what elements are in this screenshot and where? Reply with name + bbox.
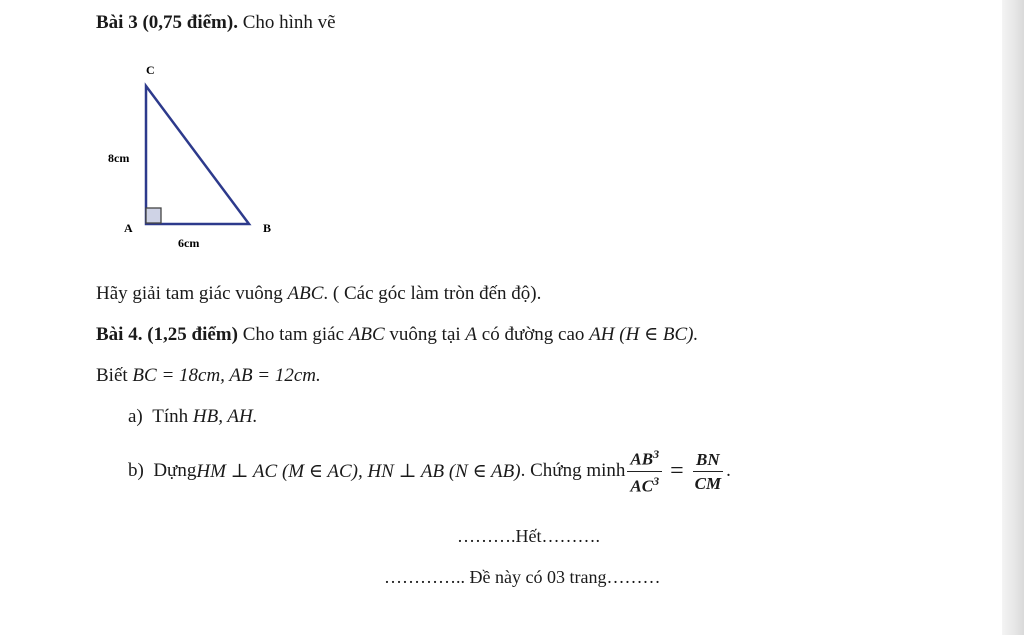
frac1-den: AC bbox=[630, 476, 654, 496]
label-a: A bbox=[124, 221, 133, 235]
bai4-line1 bbox=[96, 323, 698, 346]
frac1-den-power: 3 bbox=[653, 473, 660, 488]
right-edge-shadow bbox=[1002, 0, 1024, 635]
bai4-title-bold: Bài 4. (1,25 điểm) bbox=[96, 324, 238, 345]
label-b: B bbox=[263, 221, 272, 235]
bai3-question bbox=[96, 283, 541, 305]
triangle-abc bbox=[146, 86, 249, 224]
right-angle-marker bbox=[146, 208, 161, 223]
part-b bbox=[128, 448, 731, 494]
part-a-text: Tính bbox=[152, 406, 193, 427]
side-ac-label: 8cm bbox=[108, 151, 130, 165]
bai4-text-a: Cho tam giác bbox=[237, 324, 349, 345]
equals-sign: = bbox=[670, 457, 684, 484]
frac2-den: CM bbox=[694, 473, 722, 493]
bai4-line2-math: BC = 18cm, AB = 12cm. bbox=[132, 365, 321, 386]
bai3-question-post: . ( Các góc làm tròn đến độ). bbox=[323, 283, 542, 304]
fraction-ab-ac bbox=[627, 448, 662, 494]
bai4-math-a: A bbox=[465, 324, 478, 345]
pages-line: ………….. Đề này có 03 trang……… bbox=[384, 567, 661, 587]
bai4-text-b: vuông tại bbox=[384, 324, 466, 345]
frac1-num-power: 3 bbox=[653, 447, 660, 461]
het-line: ……….Hết………. bbox=[457, 526, 600, 546]
part-b-text2: . Chứng minh bbox=[520, 460, 626, 482]
end-dot: . bbox=[726, 460, 731, 482]
part-a-label: a) bbox=[128, 406, 143, 427]
bai4-line2-text: Biết bbox=[96, 365, 133, 386]
label-c: C bbox=[146, 63, 155, 77]
part-a-math: HB, AH. bbox=[192, 406, 258, 427]
bai3-title-rest: Cho hình vẽ bbox=[237, 12, 336, 33]
part-b-math: HM ⊥ AC (M ∈ AC), HN ⊥ AB (N ∈ AB) bbox=[196, 460, 521, 482]
bai3-question-pre: Hãy giải tam giác vuông bbox=[96, 283, 288, 304]
bai3-title-bold: Bài 3 (0,75 điểm). bbox=[96, 12, 238, 33]
part-b-label: b) bbox=[128, 460, 144, 482]
frac1-num: AB bbox=[630, 449, 654, 469]
part-b-text: Dựng bbox=[153, 460, 197, 482]
bai4-text-c: có đường cao bbox=[477, 324, 590, 345]
bai4-math-ah: AH (H ∈ BC). bbox=[589, 324, 699, 345]
bai4-math-abc: ABC bbox=[348, 324, 385, 345]
side-ab-label: 6cm bbox=[178, 236, 200, 250]
part-a bbox=[128, 406, 257, 428]
fraction-bn-cm bbox=[692, 451, 724, 492]
triangle-figure bbox=[0, 0, 320, 270]
frac2-num: BN bbox=[693, 451, 723, 472]
bai4-line2 bbox=[96, 365, 321, 387]
bai3-question-math: ABC bbox=[287, 283, 324, 304]
